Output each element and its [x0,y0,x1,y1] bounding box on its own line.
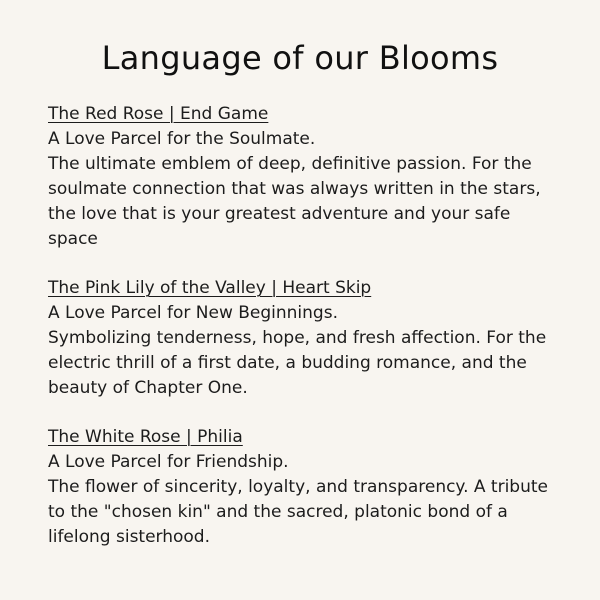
section-pink-lily [48,276,552,401]
section-red-rose [48,102,552,252]
section-heading: The White Rose | Philia [48,427,243,447]
section-subtitle: A Love Parcel for Friendship. [48,452,289,472]
section-subtitle: A Love Parcel for New Beginnings. [48,303,338,323]
section-body: The ultimate emblem of deep, definitive passion. For the soulmate connection that was always written in the stars, the love that is your greatest adventure and your safe space [48,154,541,249]
page-title: Language of our Blooms [101,39,499,77]
section-white-rose [48,425,552,550]
section-heading: The Pink Lily of the Valley | Heart Skip [48,278,372,298]
section-body: The flower of sincerity, loyalty, and transparency. A tribute to the "chosen kin" and the sacred, platonic bond of a lifelong sisterhood. [48,477,548,547]
section-heading: The Red Rose | End Game [48,104,269,124]
section-body: Symbolizing tenderness, hope, and fresh affection. For the electric thrill of a first date, a budding romance, and the beauty of Chapter One. [48,328,547,398]
section-subtitle: A Love Parcel for the Soulmate. [48,129,316,149]
